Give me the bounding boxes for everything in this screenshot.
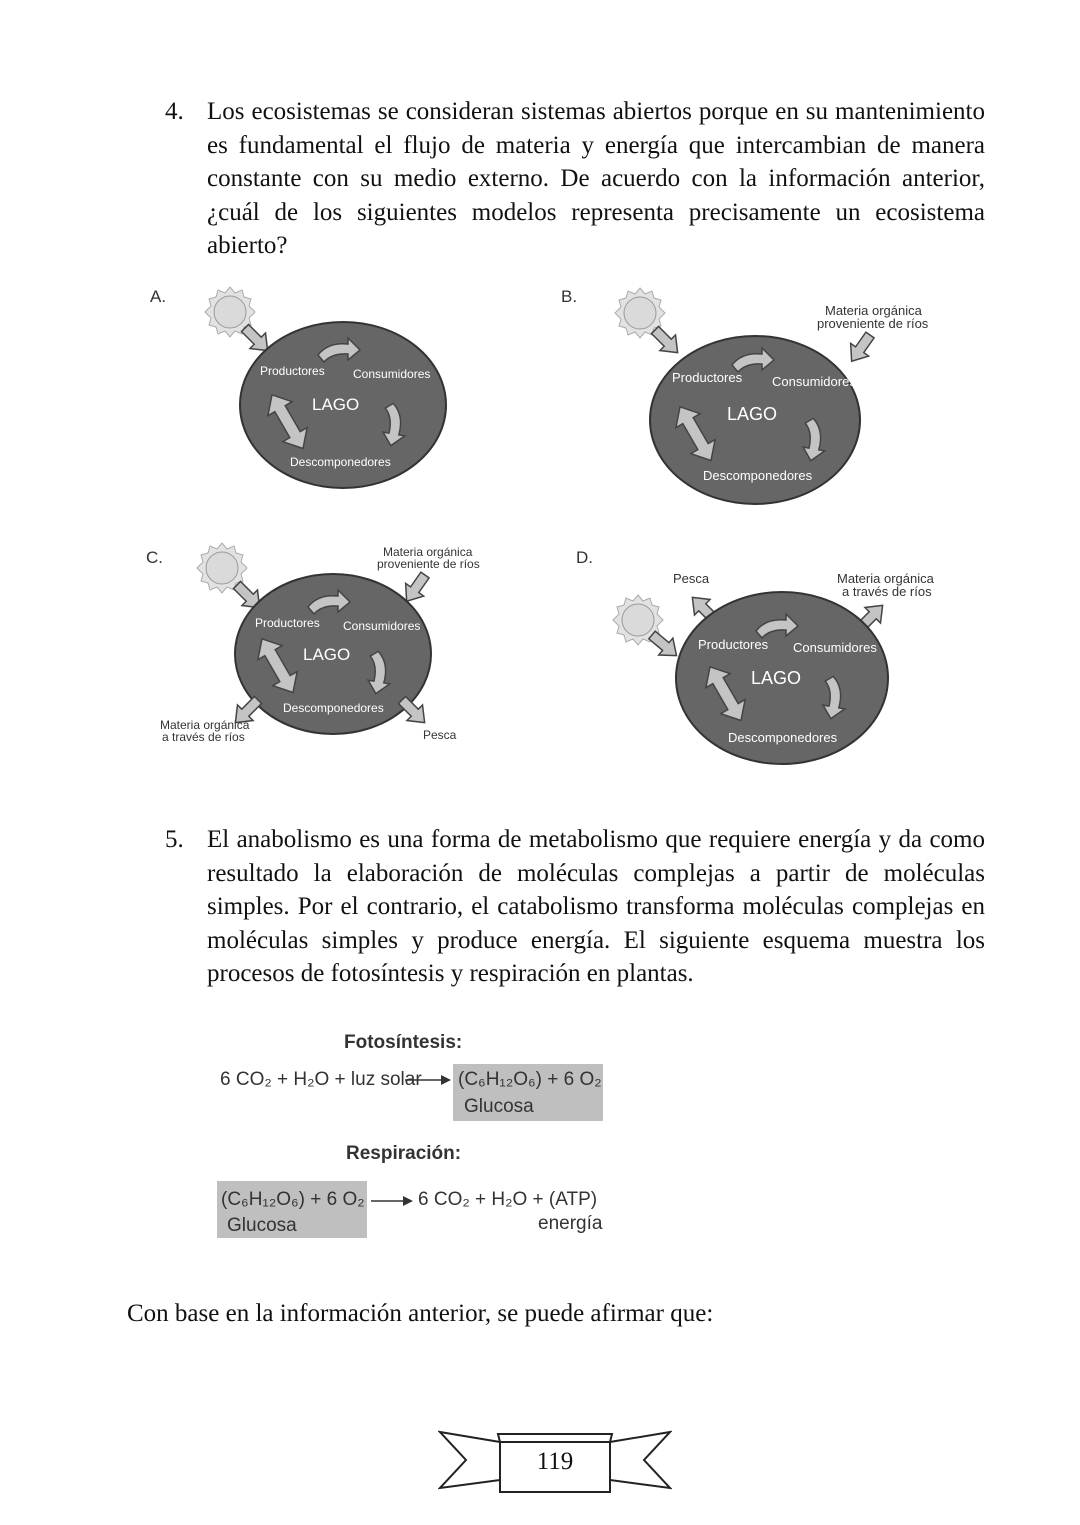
respiration-products: 6 CO₂ + H₂O + (ATP): [418, 1189, 598, 1210]
descomponedores-label: Descomponedores: [283, 701, 384, 715]
closing-statement: Con base en la información anterior, se puede afirmar que:: [127, 1300, 714, 1327]
question-5-number: 5.: [165, 826, 184, 853]
diagram-a-letter: A.: [150, 287, 167, 306]
pesca-label: Pesca: [423, 728, 457, 742]
question-4-number: 4.: [165, 98, 184, 125]
reaction-arrow-icon: [403, 1070, 453, 1090]
consumidores-label: Consumidores: [772, 374, 856, 389]
diagram-a: [140, 280, 470, 500]
productores-label: Productores: [255, 616, 320, 630]
respiration-energy: energía: [538, 1213, 603, 1234]
descomponedores-label: Descomponedores: [728, 730, 838, 745]
lago-label: LAGO: [727, 404, 778, 424]
pesca-label: Pesca: [673, 571, 710, 586]
photosynthesis-title: Fotosíntesis:: [344, 1032, 463, 1053]
page-number-banner: [438, 1428, 672, 1494]
diagram-b-letter: B.: [561, 287, 578, 306]
diagram-d-letter: D.: [576, 548, 593, 567]
respiration-glucose: Glucosa: [227, 1215, 297, 1236]
respiration-reactants: (C₆H₁₂O₆) + 6 O₂: [221, 1189, 365, 1210]
materia-out-label-1: Materia orgánica: [160, 718, 250, 732]
diagram-b: [555, 280, 955, 515]
materia-in-label-2: proveniente de ríos: [817, 316, 929, 331]
productores-label: Productores: [698, 637, 769, 652]
consumidores-label: Consumidores: [343, 619, 421, 633]
descomponedores-label: Descomponedores: [290, 455, 391, 469]
diagram-d: [570, 540, 950, 770]
reaction-arrow-icon: [367, 1191, 417, 1211]
photosynthesis-products: (C₆H₁₂O₆) + 6 O₂: [458, 1069, 602, 1090]
productores-label: Productores: [672, 370, 743, 385]
materia-in-label-1: Materia orgánica: [825, 303, 922, 318]
materia-in-label-1: Materia orgánica: [383, 545, 473, 559]
materia-out-label-1: Materia orgánica: [837, 571, 934, 586]
diagram-c: [140, 540, 500, 750]
consumidores-label: Consumidores: [353, 367, 431, 381]
descomponedores-label: Descomponedores: [703, 468, 813, 483]
photosynthesis-reactants: 6 CO₂ + H₂O + luz solar: [220, 1069, 422, 1090]
question-4-text: Los ecosistemas se consideran sistemas abiertos porque en su mantenimiento es fundamental el flujo de materia y energía que intercambian de manera constante con su medio externo. De acuerdo con la información anterior, ¿cuál de los siguientes modelos representa precisamente un ecosistema abierto?: [207, 98, 985, 259]
respiration-title: Respiración:: [346, 1143, 462, 1164]
materia-out-label-2: a través de ríos: [162, 730, 245, 744]
question-5-text: El anabolismo es una forma de metabolismo que requiere energía y da como resultado la elaboración de moléculas complejas a partir de moléculas simples. Por el contrario, el catabolismo transforma moléculas complejas en moléculas simples y produce energía. El siguiente esquema muestra los procesos de fotosíntesis y respiración en plantas.: [207, 826, 985, 987]
lago-label: LAGO: [312, 395, 360, 414]
photosynthesis-glucose: Glucosa: [464, 1096, 534, 1117]
materia-out-label-2: a través de ríos: [842, 584, 932, 599]
page-number: 119: [536, 1448, 574, 1475]
productores-label: Productores: [260, 364, 325, 378]
diagram-c-letter: C.: [146, 548, 163, 567]
consumidores-label: Consumidores: [793, 640, 877, 655]
lago-label: LAGO: [751, 668, 802, 688]
materia-in-label-2: proveniente de ríos: [377, 557, 480, 571]
materia-in-arrow-icon: [843, 329, 879, 368]
lago-label: LAGO: [303, 645, 351, 664]
